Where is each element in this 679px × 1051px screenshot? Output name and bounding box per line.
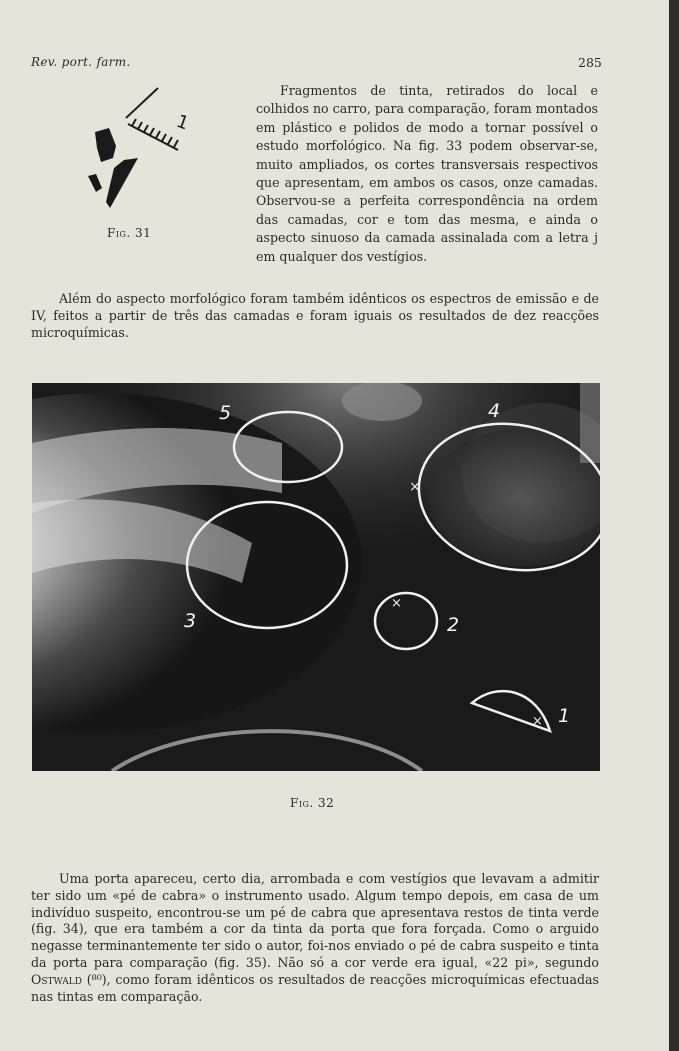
scale-tick — [156, 131, 160, 138]
cross-mark: × — [391, 596, 402, 611]
scale-tick — [144, 125, 148, 132]
running-header-journal: Rev. port. farm. — [31, 55, 131, 69]
body-paragraph-3 — [31, 871, 599, 1005]
page-number: 285 — [578, 55, 602, 70]
paint-fragment-long — [106, 158, 138, 208]
paint-fragment-large — [95, 128, 116, 162]
paragraph-3-text-start: Uma porta apareceu, certo dia, arrombada e com vestígios que levavam a admitir ter sido um «pé de cabra» o instrumento usado. Algum tempo depois, em casa de um indivíduo suspeito, encontrou-se um pé de cabra que apresentava restos de tinta verde (fig. 34), que era também a cor da tinta da porta que fora forçada. Como o arguido negasse terminantemente ter sido o autor, foi-nos enviado o pé de cabra suspeito e tinta da porta para comparação (fig. 35). Não só a cor verde era igual, «22 pi», segundo — [31, 871, 599, 970]
scale-bar-line — [126, 88, 158, 118]
sample-label-1: 1 — [558, 705, 571, 727]
scale-label: 1 — [173, 110, 192, 135]
page-edge — [669, 0, 679, 1051]
cross-mark: × — [409, 479, 421, 495]
body-paragraph-2: Além do aspecto morfológico foram também idênticos os espectros de emissão e de IV, feitos a partir de três das camadas e foram iguais os resultados de dez reacções microquímicas. — [31, 291, 599, 340]
cross-mark: × — [532, 714, 543, 729]
figure-32-caption: Fig. 32 — [290, 796, 335, 810]
figure-32-photo-art — [32, 383, 600, 771]
scale-tick — [132, 119, 136, 126]
scale-tick — [174, 140, 178, 147]
sample-label-5: 5 — [219, 402, 232, 424]
paragraph-3-text-end: (⁸⁰), como foram idênticos os resultados de reacções microquímicas efectuadas nas tintas em comparação. — [31, 971, 599, 1004]
figure-31-image — [84, 84, 204, 209]
scale-tick — [162, 134, 166, 141]
sample-label-3: 3 — [184, 610, 197, 632]
figure-31-caption: Fig. 31 — [107, 226, 152, 240]
author-name: Ostwald — [31, 971, 82, 987]
sample-label-2: 2 — [447, 614, 460, 636]
sample-label-4: 4 — [488, 400, 501, 422]
scale-tick — [168, 137, 172, 144]
scale-tick — [150, 128, 154, 135]
body-paragraph-1: Fragmentos de tinta, retirados do local e colhidos no carro, para comparação, foram montados em plástico e polidos de modo a tornar possível o estudo morfológico. Na fig. 33 podem observar-se, muito ampliados, os cortes transversais respectivos que apresentam, em ambos os casos, onze camadas. Observou-se a perfeita correspondência na ordem das camadas, cor e tom das mesma, e ainda o aspecto sinuoso da camada assinalada com a letra j em qualquer dos vestígios. — [256, 83, 598, 264]
scale-tick — [138, 122, 142, 129]
paint-fragment-small — [88, 174, 102, 192]
figure-32-photograph — [32, 383, 600, 771]
